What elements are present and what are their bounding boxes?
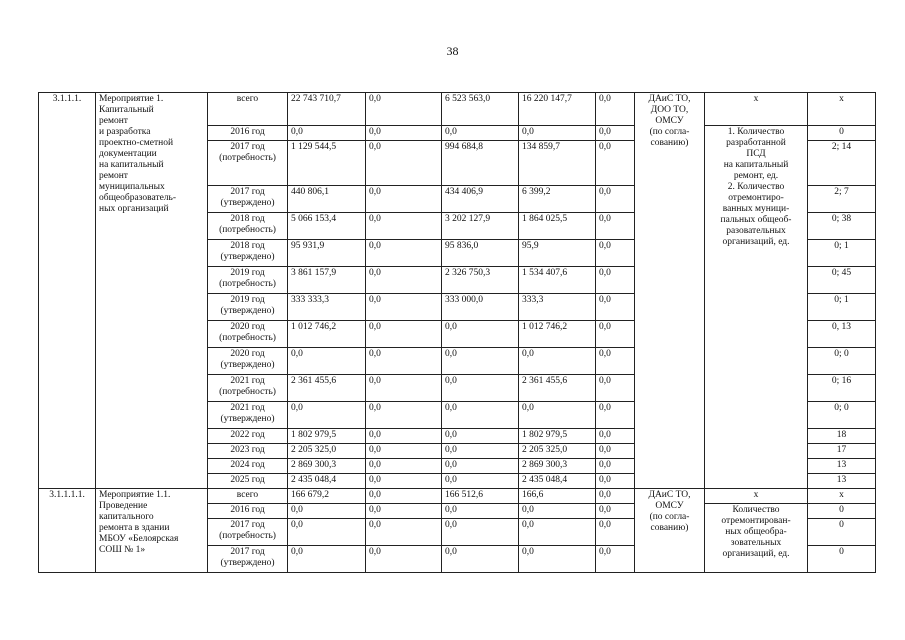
amount-cell: 0,0 [596,321,635,348]
target-value: x [808,93,876,126]
period-cell: 2018 год (утверждено) [208,240,288,267]
amount-cell: 0,0 [442,519,519,546]
amount-cell: 0,0 [366,126,442,141]
amount-cell: 0,0 [366,519,442,546]
amount-cell: 0,0 [442,321,519,348]
target-value: 0; 1 [808,294,876,321]
amount-cell: 0,0 [366,489,442,504]
amount-cell: 0,0 [596,546,635,573]
table-row [39,93,876,126]
amount-cell: 0,0 [519,504,596,519]
period-cell: всего [208,93,288,126]
amount-cell: 0,0 [596,519,635,546]
amount-cell: 0,0 [442,444,519,459]
amount-cell: 0,0 [442,504,519,519]
period-cell: 2018 год (потребность) [208,213,288,240]
amount-cell: 0,0 [596,402,635,429]
amount-cell: 1 802 979,5 [519,429,596,444]
amount-cell: 0,0 [519,126,596,141]
total-cell: 0,0 [288,348,366,375]
measure-name: Мероприятие 1. Капитальный ремонт и разработка проектно-сметной документации на капитальный ремонт муниципальных общеобразователь- ных организаций [96,93,208,489]
target-value: 0; 1 [808,240,876,267]
amount-cell: 2 435 048,4 [519,474,596,489]
total-cell: 1 802 979,5 [288,429,366,444]
amount-cell: 0,0 [596,267,635,294]
period-cell: 2017 год (утверждено) [208,546,288,573]
period-cell: 2023 год [208,444,288,459]
period-cell: 2016 год [208,504,288,519]
amount-cell: 0,0 [596,504,635,519]
amount-cell: 2 361 455,6 [519,375,596,402]
amount-cell: 0,0 [519,402,596,429]
period-cell: 2025 год [208,474,288,489]
total-cell: 440 806,1 [288,186,366,213]
amount-cell: 434 406,9 [442,186,519,213]
amount-cell: 0,0 [596,459,635,474]
amount-cell: 0,0 [366,429,442,444]
amount-cell: 0,0 [519,546,596,573]
target-value: 0 [808,126,876,141]
period-cell: 2020 год (утверждено) [208,348,288,375]
target-value: 0; 0 [808,402,876,429]
amount-cell: 0,0 [366,93,442,126]
amount-cell: 0,0 [366,474,442,489]
amount-cell: 0,0 [596,348,635,375]
total-cell: 1 012 746,2 [288,321,366,348]
target-value: 0; 16 [808,375,876,402]
period-cell: 2017 год (утверждено) [208,186,288,213]
period-cell: 2024 год [208,459,288,474]
amount-cell: 0,0 [596,444,635,459]
amount-cell: 0,0 [366,267,442,294]
amount-cell: 0,0 [596,474,635,489]
amount-cell: 0,0 [366,321,442,348]
table-row [39,489,876,504]
total-cell: 2 205 325,0 [288,444,366,459]
indicator-header: x [705,93,808,126]
total-cell: 3 861 157,9 [288,267,366,294]
amount-cell: 0,0 [596,375,635,402]
amount-cell: 1 864 025,5 [519,213,596,240]
amount-cell: 0,0 [366,141,442,186]
target-value: 0 [808,519,876,546]
amount-cell: 333 000,0 [442,294,519,321]
period-cell: 2020 год (потребность) [208,321,288,348]
amount-cell: 0,0 [596,186,635,213]
amount-cell: 333,3 [519,294,596,321]
amount-cell: 166,6 [519,489,596,504]
executor: ДАиС ТО, ДОО ТО, ОМСУ (по согла- сованию) [635,93,705,489]
period-cell: 2017 год (потребность) [208,141,288,186]
total-cell: 1 129 544,5 [288,141,366,186]
target-value: 0 [808,504,876,519]
amount-cell: 0,0 [366,504,442,519]
target-value: 0, 13 [808,321,876,348]
amount-cell: 0,0 [366,348,442,375]
period-cell: 2021 год (потребность) [208,375,288,402]
target-value: 13 [808,474,876,489]
amount-cell: 6 399,2 [519,186,596,213]
total-cell: 0,0 [288,402,366,429]
total-cell: 22 743 710,7 [288,93,366,126]
amount-cell: 1 012 746,2 [519,321,596,348]
amount-cell: 0,0 [519,519,596,546]
amount-cell: 0,0 [442,474,519,489]
amount-cell: 0,0 [519,348,596,375]
indicator-text: Количество отремонтирован- ных общеобра- зовательных организаций, ед. [705,504,808,573]
target-value: 13 [808,459,876,474]
measure-code: 3.1.1.1.1. [39,489,96,573]
period-cell: 2021 год (утверждено) [208,402,288,429]
amount-cell: 0,0 [366,240,442,267]
indicator-header: x [705,489,808,504]
target-value: 0; 38 [808,213,876,240]
amount-cell: 0,0 [442,546,519,573]
page-number: 38 [446,44,459,58]
total-cell: 2 869 300,3 [288,459,366,474]
period-cell: 2017 год (потребность) [208,519,288,546]
amount-cell: 0,0 [442,429,519,444]
amount-cell: 166 512,6 [442,489,519,504]
amount-cell: 0,0 [366,213,442,240]
target-value: 2; 14 [808,141,876,186]
amount-cell: 95 836,0 [442,240,519,267]
measure-name: Мероприятие 1.1. Проведение капитального ремонта в здании МБОУ «Белоярская СОШ № 1» [96,489,208,573]
total-cell: 2 361 455,6 [288,375,366,402]
amount-cell: 0,0 [596,213,635,240]
amount-cell: 1 534 407,6 [519,267,596,294]
period-cell: 2019 год (потребность) [208,267,288,294]
period-cell: 2016 год [208,126,288,141]
total-cell: 0,0 [288,519,366,546]
amount-cell: 994 684,8 [442,141,519,186]
amount-cell: 0,0 [366,459,442,474]
total-cell: 0,0 [288,504,366,519]
total-cell: 0,0 [288,546,366,573]
amount-cell: 0,0 [366,294,442,321]
total-cell: 166 679,2 [288,489,366,504]
amount-cell: 0,0 [596,240,635,267]
amount-cell: 0,0 [596,141,635,186]
amount-cell: 3 202 127,9 [442,213,519,240]
amount-cell: 2 326 750,3 [442,267,519,294]
amount-cell: 0,0 [596,93,635,126]
amount-cell: 2 205 325,0 [519,444,596,459]
total-cell: 333 333,3 [288,294,366,321]
amount-cell: 0,0 [366,402,442,429]
total-cell: 5 066 153,4 [288,213,366,240]
period-cell: 2019 год (утверждено) [208,294,288,321]
amount-cell: 134 859,7 [519,141,596,186]
amount-cell: 0,0 [442,459,519,474]
indicator-text: 1. Количество разработанной ПСД на капитальный ремонт, ед. 2. Количество отремонтиро- ванных муници- пальных общеоб- разовательных организаций, ед. [705,126,808,489]
amount-cell: 16 220 147,7 [519,93,596,126]
amount-cell: 0,0 [442,375,519,402]
total-cell: 2 435 048,4 [288,474,366,489]
amount-cell: 0,0 [366,375,442,402]
target-value: 0; 0 [808,348,876,375]
amount-cell: 95,9 [519,240,596,267]
target-value: 17 [808,444,876,459]
amount-cell: 0,0 [366,186,442,213]
measure-code: 3.1.1.1. [39,93,96,489]
amount-cell: 0,0 [442,402,519,429]
amount-cell: 0,0 [442,348,519,375]
executor: ДАиС ТО, ОМСУ (по согла- сованию) [635,489,705,573]
amount-cell: 0,0 [596,126,635,141]
amount-cell: 0,0 [366,546,442,573]
target-value: 18 [808,429,876,444]
total-cell: 95 931,9 [288,240,366,267]
target-value: 0; 45 [808,267,876,294]
target-value: 0 [808,546,876,573]
period-cell: всего [208,489,288,504]
total-cell: 0,0 [288,126,366,141]
amount-cell: 0,0 [366,444,442,459]
target-value: 2; 7 [808,186,876,213]
amount-cell: 0,0 [596,429,635,444]
period-cell: 2022 год [208,429,288,444]
budget-table [38,92,876,573]
amount-cell: 0,0 [596,294,635,321]
amount-cell: 0,0 [442,126,519,141]
amount-cell: 0,0 [596,489,635,504]
target-value: x [808,489,876,504]
amount-cell: 2 869 300,3 [519,459,596,474]
amount-cell: 6 523 563,0 [442,93,519,126]
